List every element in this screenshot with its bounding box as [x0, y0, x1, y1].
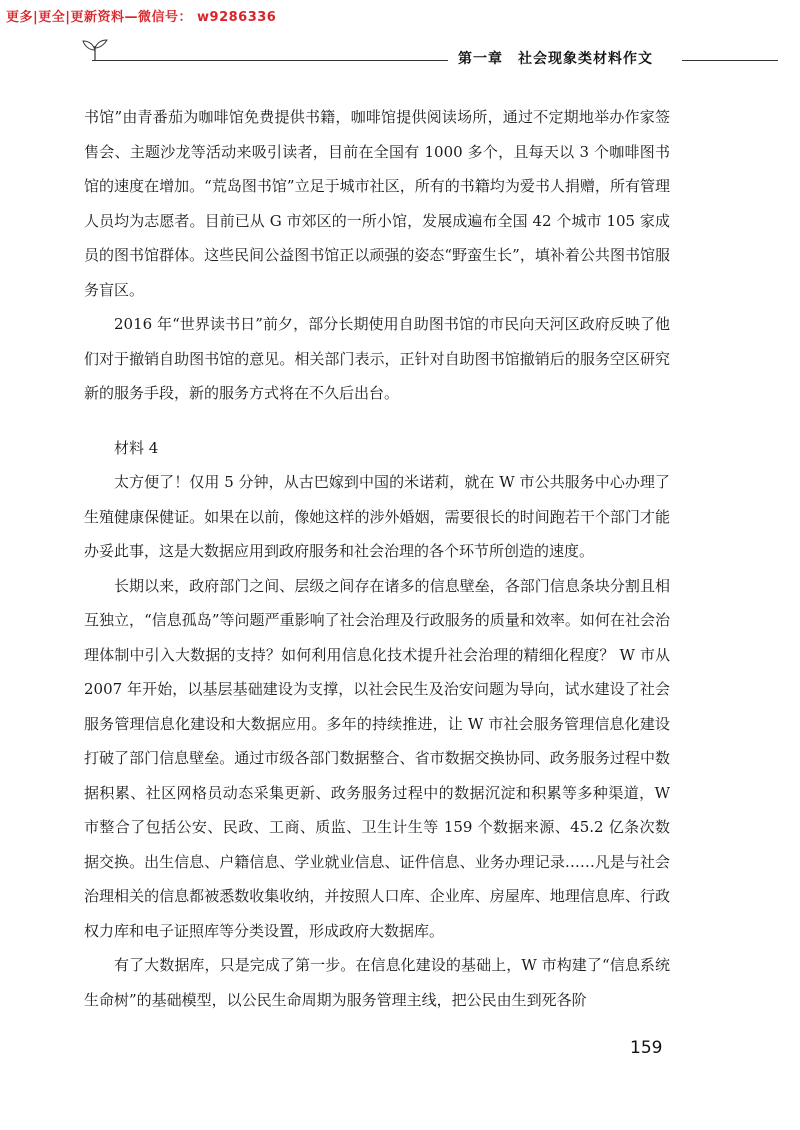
body-text [84, 100, 670, 1017]
paragraph: 有了大数据库，只是完成了第一步。在信息化建设的基础上，W 市构建了“信息系统生命树”的基础模型，以公民生命周期为服务管理主线，把公民由生到死各阶 [84, 956, 670, 1009]
paragraph: 2016 年“世界读书日”前夕，部分长期使用自助图书馆的市民向天河区政府反映了他们对于撤销自助图书馆的意见。相关部门表示，正针对自助图书馆撤销后的服务空区研究新的服务手段，新的服务方式将在不久后出台。 [84, 315, 670, 402]
sprout-icon [80, 38, 110, 62]
header-rule-right [682, 60, 778, 61]
paragraph: 太方便了！仅用 5 分钟，从古巴嫁到中国的米诺莉，就在 W 市公共服务中心办理了生殖健康保健证。如果在以前，像她这样的涉外婚姻，需要很长的时间跑若干个部门才能办妥此事，这是大数据应用到政府服务和社会治理的各个环节所创造的速度。 [84, 473, 670, 560]
paragraph: 书馆”由青番茄为咖啡馆免费提供书籍，咖啡馆提供阅读场所，通过不定期地举办作家签售会、主题沙龙等活动来吸引读者，目前在全国有 1000 多个，且每天以 3 个咖啡图书馆的速度在增加。“荒岛图书馆”立足于城市社区，所有的书籍均为爱书人捐赠，所有管理人员均为志愿者。目前已从 G 市郊区的一所小馆，发展成遍布全国 42 个城市 105 家成员的图书馆群体。这些民间公益图书馆正以顽强的姿态“野蛮生长”，填补着公共图书馆服务盲区。 [84, 108, 670, 299]
watermark-text: 更多|更全|更新资料—微信号： w9286336 [6, 10, 277, 25]
chapter-title: 第一章 社会现象类材料作文 [458, 51, 653, 67]
header-rule-left [92, 60, 448, 61]
paragraph: 长期以来，政府部门之间、层级之间存在诸多的信息壁垒，各部门信息条块分割且相互独立，“信息孤岛”等问题严重影响了社会治理及行政服务的质量和效率。如何在社会治理体制中引入大数据的支持？如何利用信息化技术提升社会治理的精细化程度？ W 市从 2007 年开始，以基层基础建设为支撑，以社会民生及治安问题为导向，试水建设了社会服务管理信息化建设和大数据应用。多年的持续推进，让 W 市社会服务管理信息化建设打破了部门信息壁垒。通过市级各部门数据整合、省市数据交换协同、政务服务过程中数据积累、社区网格员动态采集更新、政务服务过程中的数据沉淀和积累等多种渠道，W 市整合了包括公安、民政、工商、质监、卫生计生等 159 个数据来源、45.2 亿条次数据交换。出生信息、户籍信息、学业就业信息、证件信息、业务办理记录……凡是与社会治理相关的信息都被悉数收集收纳，并按照人口库、企业库、房屋库、地理信息库、行政权力库和电子证照库等分类设置，形成政府大数据库。 [84, 576, 670, 940]
running-header [0, 34, 800, 74]
section-heading: 材料 4 [114, 438, 159, 457]
page-number: 159 [630, 1038, 663, 1058]
